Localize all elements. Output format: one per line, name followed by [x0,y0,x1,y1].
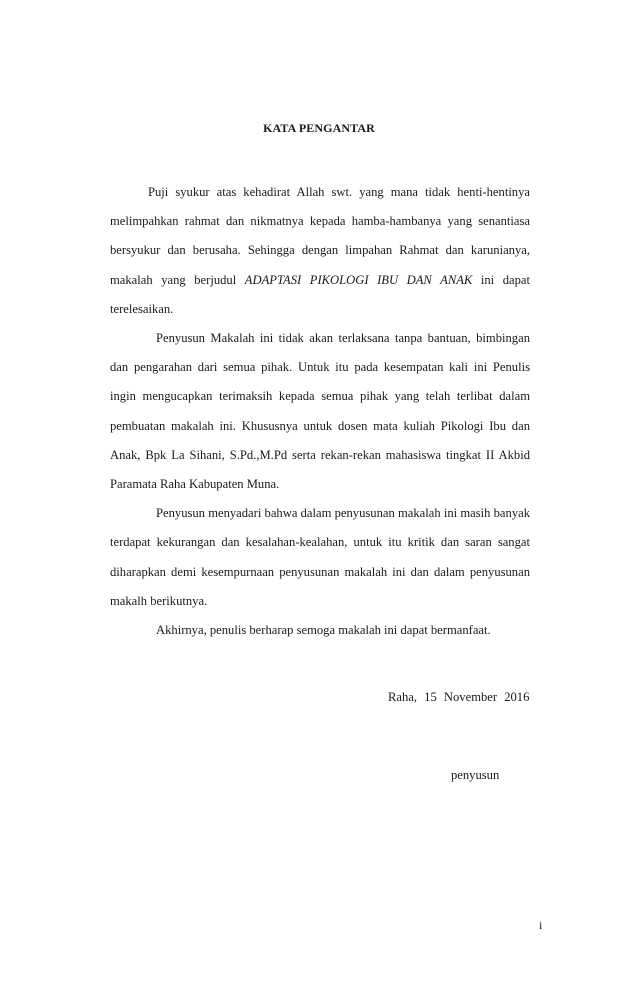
paragraph-1-text: Puji syukur atas kehadirat Allah swt. yang mana tidak henti-hentinya melimpahkan rahmat dan nikmatnya kepada hamba-hambanya yang senantiasa bersyukur dan berusaha. Sehingga dengan limpahan Rahmat dan karunianya, makalah yang berjudul [110,185,530,287]
signature-name: penyusun [451,768,500,782]
paragraph-1 [110,178,530,324]
place-date: Raha, 15 November 2016 [388,690,530,704]
page-number: i [539,918,543,932]
paragraph-2: Penyusun Makalah ini tidak akan terlaksana tanpa bantuan, bimbingan dan pengarahan dari semua pihak. Untuk itu pada kesempatan kali ini Penulis ingin mengucapkan terimaksih kepada semua pihak yang telah terlibat dalam pembuatan makalah ini. Khususnya untuk dosen mata kuliah Pikologi Ibu dan Anak, Bpk La Sihani, S.Pd.,M.Pd serta rekan-rekan mahasiswa tingkat II Akbid Paramata Raha Kabupaten Muna. [110,331,530,492]
paragraph-1-end: ini dapat terelesaikan. [110,272,531,316]
paragraph-3: Penyusun menyadari bahwa dalam penyusunan makalah ini masih banyak terdapat kekurangan dan kesalahan-kealahan, untuk itu kritik dan saran sangat diharapkan demi kesempurnaan penyusunan makalah ini dan dalam penyusunan makalh berikutnya. [110,506,530,608]
page-title: KATA PENGANTAR [263,121,375,135]
body-text [110,178,530,645]
paragraph-4: Akhirnya, penulis berharap semoga makalah ini dapat bermanfaat. [156,623,491,638]
paper-title-emphasis: ADAPTASI PIKOLOGI IBU DAN ANAK [244,272,473,287]
